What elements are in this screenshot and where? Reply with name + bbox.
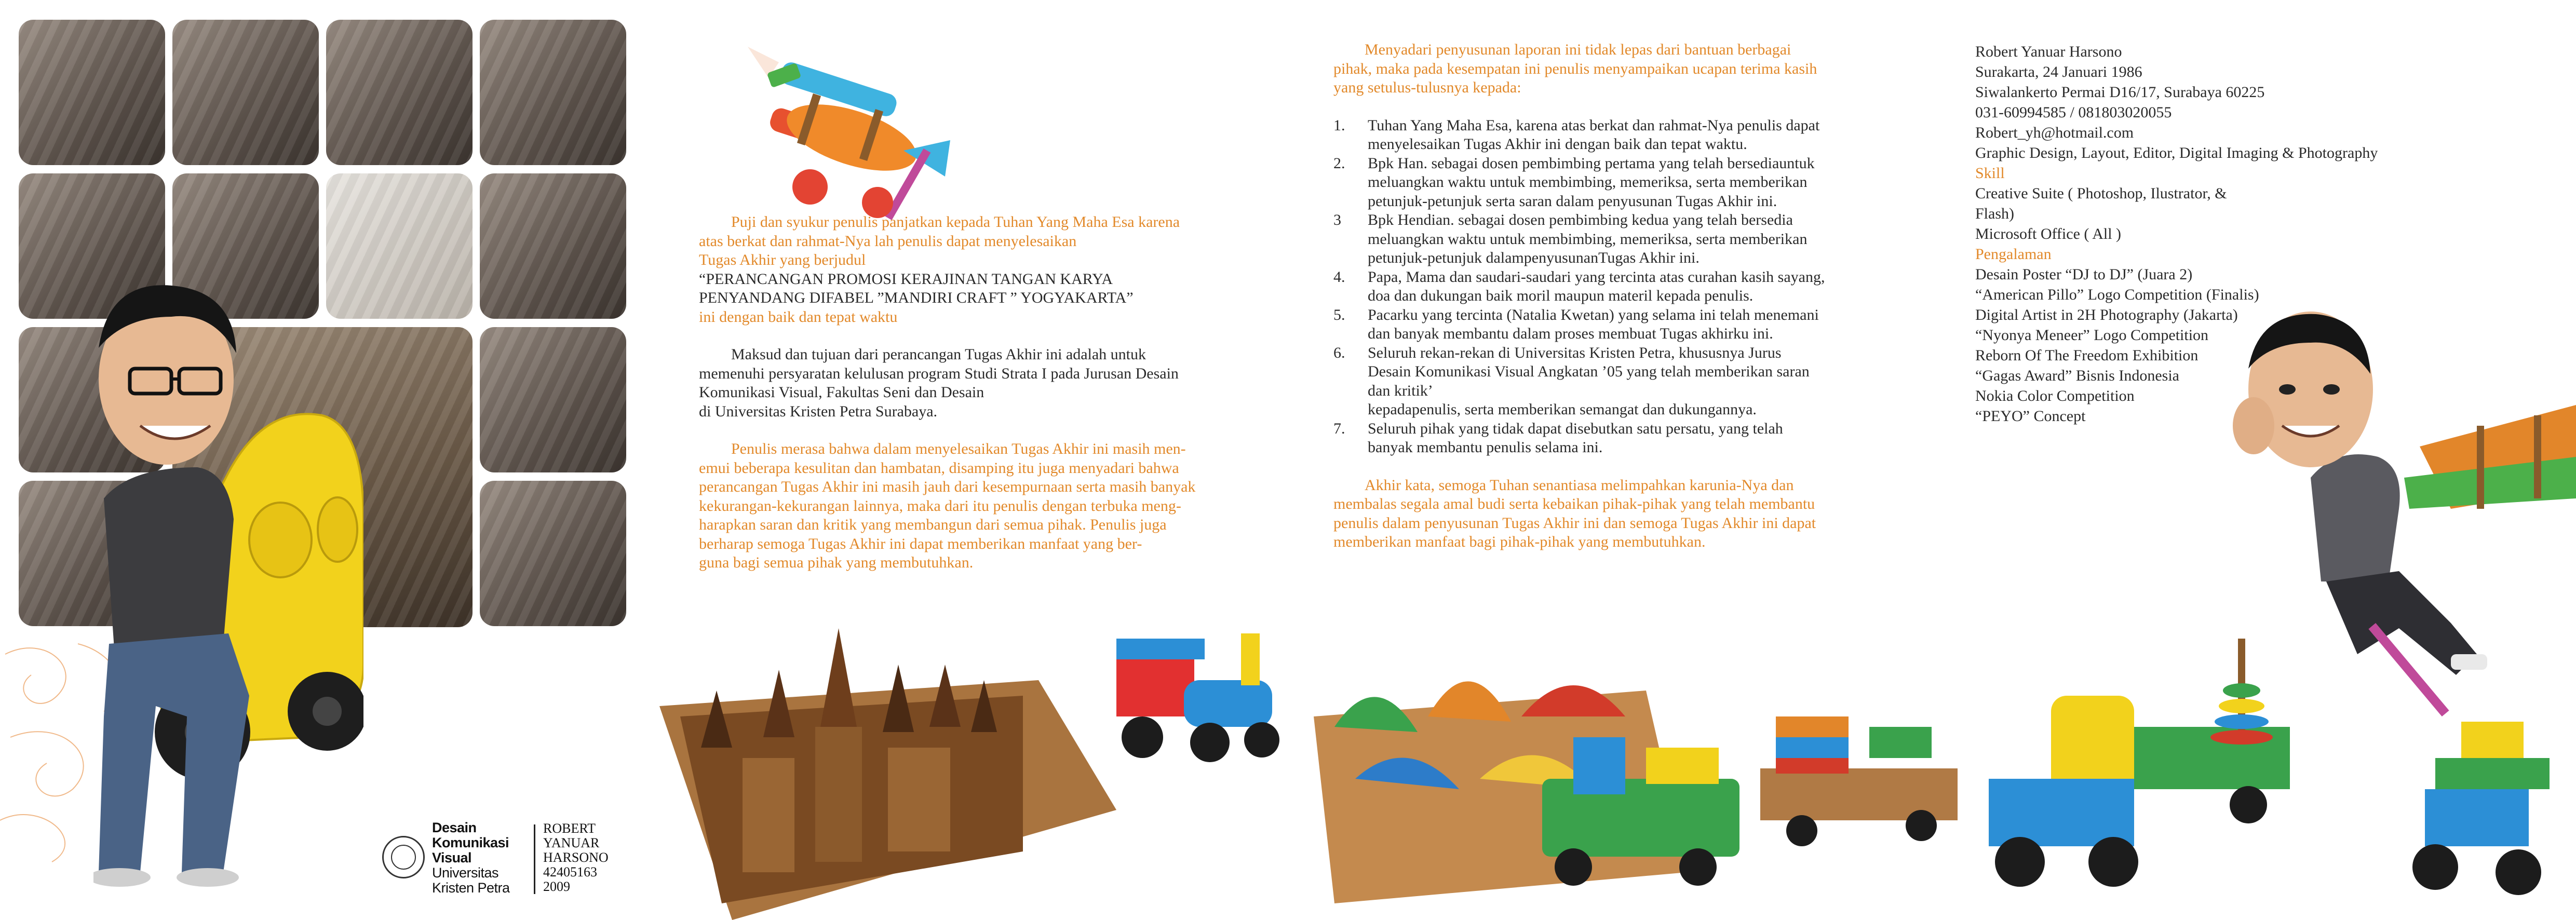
purpose-line: Maksud dan tujuan dari perancangan Tugas Akhir ini adalah untuk [731,346,1147,363]
brand-divider [534,824,535,894]
experience-item: Nokia Color Competition [1975,387,2135,404]
thanks-line: pihak, maka pada kesempatan ini penulis menyampaikan ucapan terima kasih [1333,60,1817,77]
workshop-photo [480,20,626,165]
foreword-line: ini dengan baik dan tepat waktu [699,308,898,326]
closing-line: penulis dalam penyusunan Tugas Akhir ini dan semoga Tugas Akhir ini dapat [1333,514,1816,532]
profile-birth: Surakarta, 24 Januari 1986 [1975,63,2142,80]
list-item: 6. Seluruh rekan-rekan di Universitas Kristen Petra, khususnya Jurus Desain Komunikasi Visual Angkatan ’05 yang telah memberikan saran dan kritik’ kepadapenulis, serta memberikan semangat dan dukungannya. [1333,344,1810,418]
acknowledgement-column [1333,40,1882,552]
workshop-photo [19,20,165,165]
experience-item: “Gagas Award” Bisnis Indonesia [1975,367,2179,384]
workshop-photo [326,20,473,165]
experience-item: Reborn Of The Freedom Exhibition [1975,347,2199,364]
humble-line: kekurangan-kekurangan lainnya, maka dari itu penulis dengan terbuka meng- [699,497,1181,515]
profile-fields: Graphic Design, Layout, Editor, Digital Imaging & Photography [1975,144,2378,161]
skill-item: Microsoft Office ( All ) [1975,225,2122,242]
list-item: 4. Papa, Mama dan saudari-saudari yang tercinta atas curahan kasih sayang, doa dan dukungan baik moril maupun materil kepada penulis. [1333,268,1825,304]
skill-heading: Skill [1975,165,2005,182]
list-item: 1. Tuhan Yang Maha Esa, karena atas berkat dan rahmat-Nya penulis dapat menyelesaikan Tugas Akhir ini dengan baik dan tepat waktu. [1333,116,1820,153]
list-item: 2. Bpk Han. sebagai dosen pembimbing pertama yang telah bersediauntuk meluangkan waktu untuk membimbing, memeriksa, serta memberikan petunjuk-petunjuk serta saran dalam penyusunan Tugas Akhir ini. [1333,154,1815,210]
experience-item: Digital Artist in 2H Photography (Jakarta) [1975,306,2238,323]
profile-address: Siwalankerto Permai D16/17, Surabaya 60225 [1975,84,2265,101]
experience-item: “American Pillo” Logo Competition (Finalis) [1975,286,2259,303]
closing-line: membalas segala amal budi serta kebaikan pihak-pihak yang telah membantu [1333,495,1815,512]
brand-block [382,820,626,898]
list-item: 3 Bpk Hendian. sebagai dosen pembimbing kedua yang telah bersedia meluangkan waktu untuk membimbing, memeriksa, serta memberikan petunjuk-petunjuk dalampenyusunanTugas Akhir ini. [1333,211,1808,266]
humble-line: guna bagi semua pihak yang membutuhkan. [699,554,974,571]
boy-on-toy-car-illustration [93,249,363,888]
experience-item: “PEYO” Concept [1975,408,2086,425]
purpose-line: memenuhi persyaratan kelulusan program Studi Strata I pada Jurusan Desain [699,364,1179,382]
workshop-photo [480,481,626,626]
toy-train [1116,633,1279,762]
profile-phone: 031-60994585 / 081803020055 [1975,104,2172,121]
profile-email: Robert_yh@hotmail.com [1975,124,2134,141]
humble-line: harapkan saran dan kritik yang membangun dari semua pihak. Penulis juga [699,516,1167,533]
closing-line: Akhir kata, semoga Tuhan senantiasa melimpahkan karunia-Nya dan [1365,476,1794,494]
toy-block-sorter [2412,722,2550,895]
thesis-title-line: “PERANCANGAN PROMOSI KERAJINAN TANGAN KARYA [699,270,1113,288]
boy-on-toy-plane-illustration [2233,291,2576,737]
thanks-line: Menyadari penyusunan laporan ini tidak lepas dari bantuan berbagai [1365,41,1791,58]
experience-item: Desain Poster “DJ to DJ” (Juara 2) [1975,266,2193,283]
university-seal-icon [382,836,425,878]
foreword-line: Puji dan syukur penulis panjatkan kepada Tuhan Yang Maha Esa karena [731,213,1180,231]
toy-plane-illustration [748,47,955,223]
workshop-photo [172,20,319,165]
humble-line: emui beberapa kesulitan dan hambatan, disamping itu juga menyadari bahwa [699,459,1179,477]
toy-castle [659,628,1116,920]
list-item: 5. Pacarku yang tercinta (Natalia Kwetan) yang selama ini telah menemani dan banyak membantu dalam proses membuat Tugas akhirku ini. [1333,306,1819,342]
foreword-line: atas berkat dan rahmat-Nya lah penulis dapat menyelesaikan [699,232,1077,250]
experience-heading: Pengalaman [1975,246,2052,263]
workshop-photo [480,327,626,472]
experience-item: “Nyonya Meneer” Logo Competition [1975,327,2209,344]
profile-name: Robert Yanuar Harsono [1975,43,2122,60]
purpose-line: Komunikasi Visual, Fakultas Seni dan Desain [699,384,984,401]
humble-line: berharap semoga Tugas Akhir ini dapat memberikan manfaat yang ber- [699,535,1142,552]
author-credit: ROBERT YANUAR HARSONO 42405163 2009 [543,821,609,894]
thanks-line: yang setulus-tulusnya kepada: [1333,79,1521,96]
foreword-line: Tugas Akhir yang berjudul [699,251,866,268]
foreword-column [699,213,1239,573]
acknowledgement-list [1333,116,1882,457]
humble-line: Penulis merasa bahwa dalam menyelesaikan Tugas Akhir ini masih men- [731,440,1186,457]
department-name: Desain Komunikasi Visual Universitas Kristen Petra [432,820,510,896]
skill-item: Creative Suite ( Photoshop, Ilustrator, & Flash) [1975,185,2227,222]
list-item: 7. Seluruh pihak yang tidak dapat disebutkan satu persatu, yang telah banyak membantu penulis selama ini. [1333,420,1783,456]
workshop-photo [480,173,626,319]
thesis-title-line: PENYANDANG DIFABEL ”MANDIRI CRAFT ” YOGYAKARTA” [699,289,1134,306]
closing-line: memberikan manfaat bagi pihak-pihak yang membutuhkan. [1333,533,1706,550]
profile-column [1975,42,2378,426]
purpose-line: di Universitas Kristen Petra Surabaya. [699,402,938,420]
humble-line: perancangan Tugas Akhir ini masih jauh dari kesempurnaan serta masih banyak [699,478,1196,495]
